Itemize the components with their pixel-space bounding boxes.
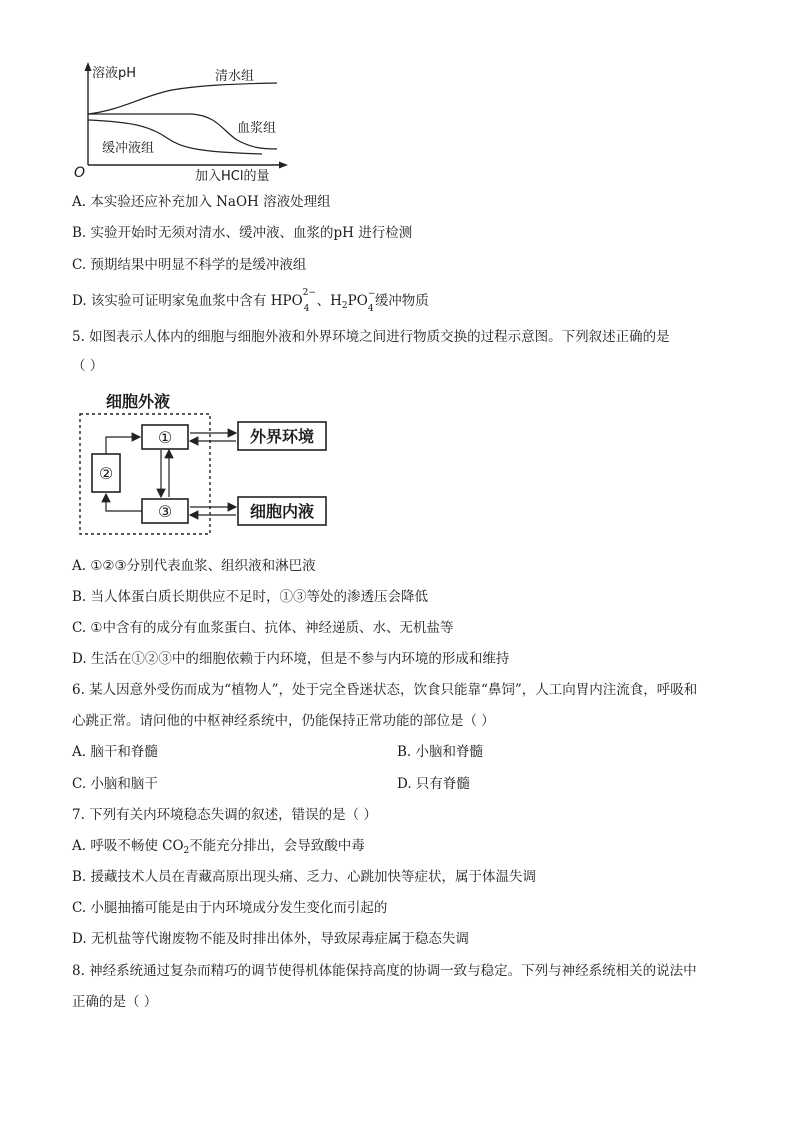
q6-stem-line1: 6. 某人因意外受伤而成为“植物人”，处于完全昏迷状态，饮食只能靠“鼻饲”，人工向胃内注流食，呼吸和: [72, 682, 698, 698]
arrow-2-to-1: [106, 437, 140, 454]
q5-paren: （ ）: [72, 358, 104, 374]
q7-a-sub: 2: [183, 846, 190, 856]
graph-y-label: 溶液pH: [92, 66, 137, 81]
q4-option-d: [72, 288, 429, 316]
q7-option-d: D. 无机盐等代谢废物不能及时排出体外，导致尿毒症属于稳态失调: [72, 931, 469, 947]
q4-d-sup1: 2−: [302, 288, 316, 298]
graph-x-label: 加入HCl的量: [195, 169, 270, 184]
q6-option-d: D. 只有脊髓: [397, 776, 470, 792]
graph-origin: O: [74, 165, 86, 181]
q7-option-c: C. 小腿抽搐可能是由于内环境成分发生变化而引起的: [72, 900, 388, 916]
node-2-label: ②: [98, 464, 114, 483]
q4-d-post: 缓冲物质: [374, 293, 429, 309]
q6-option-a: A. 脑干和脊髓: [72, 744, 158, 760]
q4-option-b: B. 实验开始时无须对清水、缓冲液、血浆的pH 进行检测: [72, 225, 413, 241]
label-buffer: 缓冲液组: [102, 141, 155, 156]
q4-option-a: A. 本实验还应补充加入 NaOH 溶液处理组: [72, 194, 331, 210]
node-3-label: ③: [157, 502, 173, 521]
q6-stem-line2: 心跳正常。请问他的中枢神经系统中，仍能保持正常功能的部位是（ ）: [72, 713, 495, 729]
label-water: 清水组: [215, 69, 255, 84]
q7-option-b: B. 援藏技术人员在青藏高原出现头痛、乏力、心跳加快等症状，属于体温失调: [72, 869, 537, 885]
intracellular-label: 细胞内液: [249, 502, 315, 521]
q4-d-pre: D. 该实验可证明家兔血浆中含有 HPO: [72, 293, 303, 309]
q7-a-pre: A. 呼吸不畅使 CO: [72, 838, 184, 854]
q7-option-a: [72, 836, 365, 861]
node-1-label: ①: [157, 428, 173, 447]
arrow-3-to-2: [106, 494, 142, 511]
diagram-box-title: 细胞外液: [106, 392, 171, 411]
exchange-diagram: [72, 388, 342, 538]
q8-stem-line2: 正确的是（ ）: [72, 994, 158, 1010]
q6-option-b: B. 小脑和脊髓: [397, 744, 484, 760]
q4-d-sub3: 4: [367, 304, 374, 314]
q4-d-sub2: 2: [341, 301, 348, 311]
q8-stem-line1: 8. 神经系统通过复杂而精巧的调节使得机体能保持高度的协调一致与稳定。下列与神经系统相关的说法中: [72, 963, 697, 979]
curve-water: [88, 83, 277, 114]
outside-env-label: 外界环境: [249, 427, 315, 446]
q5-option-b: B. 当人体蛋白质长期供应不足时，①③等处的渗透压会降低: [72, 589, 429, 605]
q4-option-c: C. 预期结果中明显不科学的是缓冲液组: [72, 257, 307, 273]
label-plasma: 血浆组: [237, 121, 277, 136]
q7-stem: 7. 下列有关内环境稳态失调的叙述，错误的是（ ）: [72, 807, 377, 823]
y-axis-arrow-icon: [85, 62, 92, 71]
ph-graph: [72, 60, 292, 185]
q4-d-mid: 、H: [316, 293, 342, 309]
x-axis-arrow-icon: [279, 162, 288, 169]
q5-option-d: D. 生活在①②③中的细胞依赖于内环境，但是不参与内环境的形成和维持: [72, 651, 510, 667]
q5-stem: 5. 如图表示人体内的细胞与细胞外液和外界环境之间进行物质交换的过程示意图。下列叙述正确的是: [72, 329, 670, 345]
q7-a-post: 不能充分排出，会导致酸中毒: [189, 838, 365, 854]
q5-option-a: A. ①②③分别代表血浆、组织液和淋巴液: [72, 558, 316, 574]
q5-option-c: C. ①中含有的成分有血浆蛋白、抗体、神经递质、水、无机盐等: [72, 620, 454, 636]
q4-d-mid2: PO: [347, 293, 368, 309]
q4-d-sub1: 4: [303, 304, 310, 314]
q4-d-sup2: −: [367, 289, 376, 299]
q6-option-c: C. 小脑和脑干: [72, 776, 158, 792]
